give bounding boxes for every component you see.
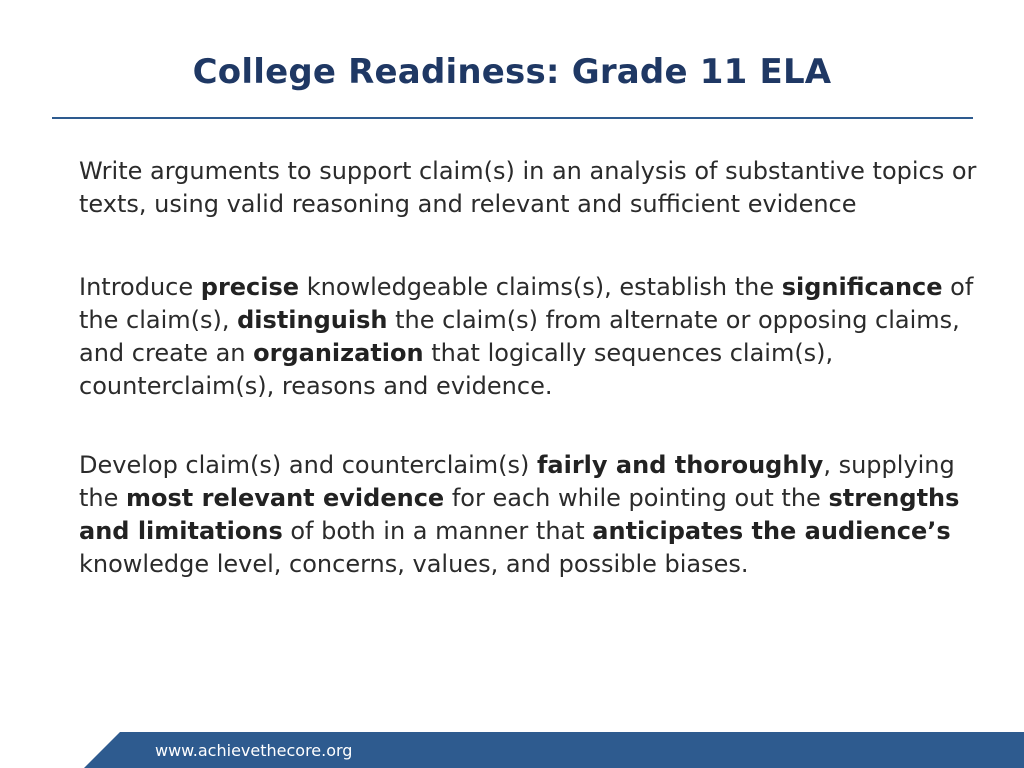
emphasized-phrase: strengths and limitations xyxy=(79,484,960,545)
text-run: Introduce xyxy=(79,273,201,301)
emphasized-phrase: organization xyxy=(253,339,424,367)
slide-body xyxy=(79,155,999,581)
text-run: knowledge level, concerns, values, and possible biases. xyxy=(79,550,749,578)
paragraph-introduce-claims xyxy=(79,271,999,403)
text-run: of the claim(s), xyxy=(79,273,974,334)
text-run: , supplying the xyxy=(79,451,955,512)
footer-band xyxy=(0,732,1024,768)
text-run: knowledgeable claims(s), establish the xyxy=(299,273,782,301)
emphasized-phrase: precise xyxy=(200,273,300,301)
footer-band-shape xyxy=(0,732,1024,768)
text-run: the claim(s) from alternate or opposing claims, and create an xyxy=(79,306,960,367)
emphasized-phrase: most relevant evidence xyxy=(126,484,445,512)
emphasized-phrase: fairly and thoroughly xyxy=(536,451,824,479)
text-run: of both in a manner that xyxy=(282,517,593,545)
emphasized-phrase: significance xyxy=(781,273,943,301)
paragraph-develop-claims xyxy=(79,449,999,581)
slide-title: College Readiness: Grade 11 ELA xyxy=(192,52,832,92)
emphasized-phrase: anticipates the audience’s xyxy=(592,517,951,545)
text-run: Write arguments to support claim(s) in an analysis of substantive topics or texts, using valid reasoning and relevant and sufficient evidence xyxy=(79,157,977,218)
paragraph-write-arguments xyxy=(79,155,999,221)
text-run: Develop claim(s) and counterclaim(s) xyxy=(79,451,537,479)
emphasized-phrase: distinguish xyxy=(237,306,388,334)
footer-url: www.achievethecore.org xyxy=(155,741,353,760)
text-run: for each while pointing out the xyxy=(444,484,829,512)
title-divider xyxy=(52,117,973,119)
text-run: that logically sequences claim(s), counterclaim(s), reasons and evidence. xyxy=(79,339,834,400)
